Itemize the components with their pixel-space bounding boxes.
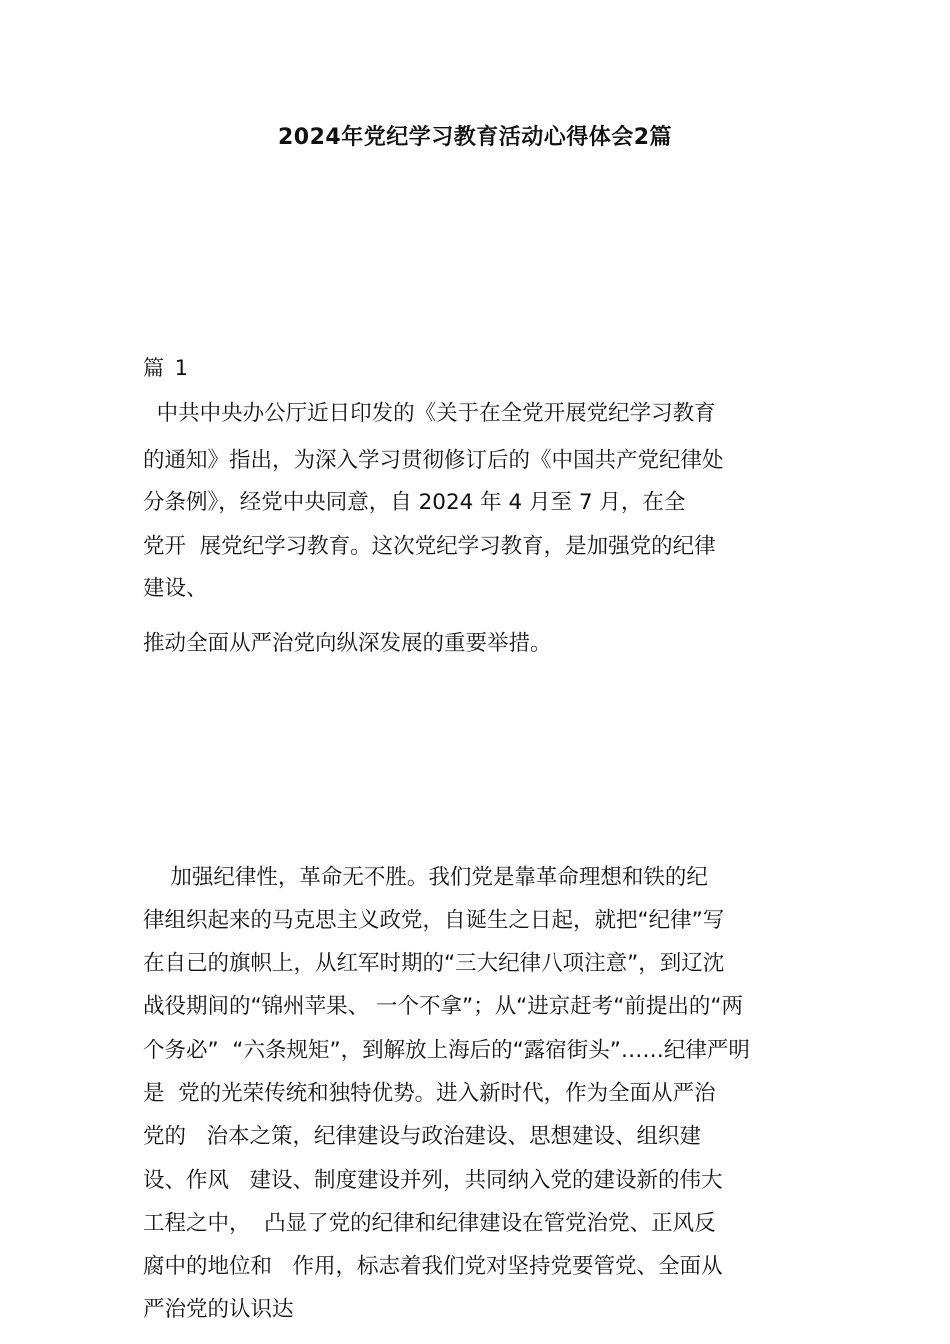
paragraph-line: 中共中央办公厅近日印发的《关于在全党开展党纪学习教育 (143, 401, 716, 426)
paragraph-line: 战役期间的“锦州苹果、 一个不拿”；从“进京赶考“前提出的“两 (143, 994, 744, 1019)
paragraph-line: 建设、 (143, 576, 208, 601)
paragraph-line: 推动全面从严治党向纵深发展的重要举措。 (143, 631, 552, 656)
paragraph-line: 严治党的认识达 (143, 1297, 294, 1322)
paragraph-line: 设、作风 建设、制度建设并列，共同纳入党的建设新的伟大 (143, 1168, 723, 1193)
paragraph-line: 工程之中， 凸显了党的纪律和纪律建设在管党治党、正风反 (143, 1211, 716, 1236)
paragraph-line: 个务必” “六条规矩”，到解放上海后的“露宿街头”……纪律严明 (143, 1038, 750, 1063)
paragraph-line: 党开 展党纪学习教育。这次党纪学习教育，是加强党的纪律 (143, 534, 716, 559)
paragraph-line: 党的 治本之策，纪律建设与政治建设、思想建设、组织建 (143, 1124, 702, 1149)
paragraph-line: 律组织起来的马克思主义政党，自诞生之日起，就把“纪律”写 (143, 908, 725, 933)
paragraph-line: 是 党的光荣传统和独特优势。进入新时代，作为全面从严治 (143, 1081, 716, 1106)
page-title: 2024年党纪学习教育活动心得体会2篇 (277, 125, 673, 150)
paragraph-line: 分条例》，经党中央同意，自 2024 年 4 月至 7 月，在全 (143, 490, 686, 515)
paragraph-line: 腐中的地位和 作用，标志着我们党对坚持党要管党、全面从 (143, 1254, 723, 1279)
paragraph-line: 加强纪律性，革命无不胜。我们党是靠革命理想和铁的纪 (143, 865, 708, 890)
paragraph-line: 的通知》指出，为深入学习贯彻修订后的《中国共产党纪律处 (143, 448, 724, 473)
paragraph-line: 在自己的旗帜上，从红军时期的“三大纪律八项注意”，到辽沈 (143, 951, 725, 976)
section-label: 篇 1 (143, 356, 191, 380)
